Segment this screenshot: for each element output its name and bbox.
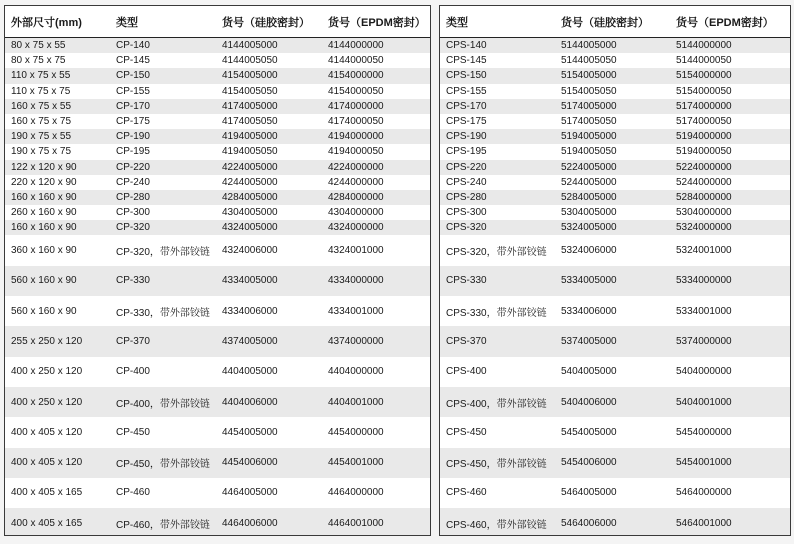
right-table-panel bbox=[439, 5, 791, 536]
table-cell: CP-400 bbox=[116, 366, 150, 378]
table-cell: 5454005000 bbox=[561, 426, 617, 438]
table-row bbox=[5, 175, 430, 190]
table-cell: 4174000000 bbox=[322, 99, 430, 114]
table-cell: 5194000050 bbox=[676, 146, 732, 158]
table-cell: CPS-320 bbox=[440, 220, 555, 235]
table-row bbox=[440, 326, 790, 356]
table-cell: CPS-460，带外部铰链 bbox=[440, 508, 555, 536]
table-row bbox=[440, 387, 790, 417]
table-cell: 4284005000 bbox=[216, 190, 322, 205]
table-row bbox=[5, 99, 430, 114]
table-cell: 5324005000 bbox=[555, 220, 670, 235]
table-cell: 4154000000 bbox=[322, 68, 430, 83]
header-dimensions: 外部尺寸(mm) bbox=[5, 6, 110, 38]
table-cell: 4404005000 bbox=[222, 366, 278, 378]
table-cell: 400 x 405 x 120 bbox=[5, 448, 110, 478]
table-cell: 4464001000 bbox=[322, 508, 430, 536]
table-cell: 4324001000 bbox=[328, 245, 384, 257]
table-cell: 5334005000 bbox=[555, 266, 670, 296]
table-cell: 560 x 160 x 90 bbox=[11, 305, 77, 317]
table-cell: 190 x 75 x 55 bbox=[5, 129, 110, 144]
table-cell: 4454001000 bbox=[322, 448, 430, 478]
table-row bbox=[440, 53, 790, 68]
table-cell: 400 x 250 x 120 bbox=[5, 387, 110, 417]
table-cell: 5454000000 bbox=[676, 426, 732, 438]
table-cell: 400 x 250 x 120 bbox=[11, 366, 83, 378]
table-row bbox=[5, 220, 430, 235]
table-cell: 4334001000 bbox=[328, 305, 384, 317]
table-cell: 4464006000 bbox=[216, 508, 322, 536]
table-cell: 4244005000 bbox=[222, 176, 278, 188]
table-cell: 5244000000 bbox=[676, 176, 732, 188]
table-cell: CPS-220 bbox=[440, 160, 555, 175]
table-cell: 4174005050 bbox=[222, 116, 278, 128]
table-cell: CP-175 bbox=[116, 116, 150, 128]
table-cell: 4304000000 bbox=[328, 207, 384, 219]
table-row bbox=[440, 235, 790, 265]
table-cell: 4154005050 bbox=[222, 85, 278, 97]
table-cell: CP-150 bbox=[110, 68, 216, 83]
table-cell: CP-220 bbox=[110, 160, 216, 175]
table-cell: 4284000000 bbox=[322, 190, 430, 205]
table-row bbox=[440, 175, 790, 190]
table-cell: 4374000000 bbox=[322, 326, 430, 356]
table-row bbox=[5, 448, 430, 478]
table-header-row bbox=[5, 6, 430, 38]
table-cell: 160 x 75 x 55 bbox=[5, 99, 110, 114]
table-cell: 400 x 405 x 165 bbox=[5, 508, 110, 536]
table-cell: CP-330 bbox=[110, 266, 216, 296]
table-cell: 4194005050 bbox=[222, 146, 278, 158]
table-cell: CPS-450，带外部铰链 bbox=[440, 448, 555, 478]
table-cell: 220 x 120 x 90 bbox=[11, 176, 77, 188]
table-row bbox=[440, 220, 790, 235]
table-cell: 5144000050 bbox=[676, 55, 732, 67]
table-row bbox=[440, 478, 790, 508]
table-cell: 5464005000 bbox=[561, 487, 617, 499]
table-cell: 80 x 75 x 55 bbox=[5, 38, 110, 54]
table-cell: 5284000000 bbox=[670, 190, 790, 205]
table-cell: CP-145 bbox=[116, 55, 150, 67]
table-cell: 160 x 160 x 90 bbox=[5, 220, 110, 235]
table-cell: 5194005000 bbox=[555, 129, 670, 144]
table-cell: 4304005000 bbox=[222, 207, 278, 219]
table-cell: CP-240 bbox=[116, 176, 150, 188]
table-cell: 4464000000 bbox=[328, 487, 384, 499]
table-cell: CP-320 bbox=[110, 220, 216, 235]
table-cell: 4404006000 bbox=[216, 387, 322, 417]
table-cell: 5324006000 bbox=[561, 245, 617, 257]
table-row bbox=[440, 417, 790, 447]
table-cell: 5404006000 bbox=[555, 387, 670, 417]
table-cell: 5334006000 bbox=[561, 305, 617, 317]
table-cell: 4144005000 bbox=[216, 38, 322, 54]
table-cell: 4194000000 bbox=[322, 129, 430, 144]
table-cell: CP-460，带外部铰链 bbox=[110, 508, 216, 536]
table-cell: 255 x 250 x 120 bbox=[5, 326, 110, 356]
table-cell: 5174005000 bbox=[555, 99, 670, 114]
table-cell: CP-190 bbox=[110, 129, 216, 144]
table-cell: 4464005000 bbox=[222, 487, 278, 499]
table-row bbox=[5, 129, 430, 144]
table-cell: CP-460 bbox=[116, 487, 150, 499]
table-header-row bbox=[440, 6, 790, 38]
table-cell: 5144005050 bbox=[561, 55, 617, 67]
table-cell: 5194000000 bbox=[670, 129, 790, 144]
table-cell: 4454005000 bbox=[222, 426, 278, 438]
table-cell: 110 x 75 x 75 bbox=[11, 85, 71, 97]
table-row bbox=[440, 68, 790, 83]
table-cell: 5244005000 bbox=[561, 176, 617, 188]
table-row bbox=[5, 38, 430, 54]
table-row bbox=[5, 417, 430, 447]
type-part-number-table bbox=[440, 6, 790, 536]
table-cell: 5464006000 bbox=[555, 508, 670, 536]
table-cell: 4174000050 bbox=[328, 116, 384, 128]
table-row bbox=[5, 190, 430, 205]
table-cell: CP-450 bbox=[116, 426, 150, 438]
table-row bbox=[5, 266, 430, 296]
table-cell: 5154000050 bbox=[676, 85, 732, 97]
table-cell: 160 x 160 x 90 bbox=[5, 190, 110, 205]
table-cell: 5154000000 bbox=[670, 68, 790, 83]
table-row bbox=[440, 99, 790, 114]
table-row bbox=[5, 68, 430, 83]
table-cell: 5324001000 bbox=[676, 245, 732, 257]
table-row bbox=[5, 53, 430, 68]
table-cell: 260 x 160 x 90 bbox=[11, 207, 77, 219]
table-cell: CPS-300 bbox=[446, 207, 487, 219]
table-cell: 4144000000 bbox=[322, 38, 430, 54]
table-row bbox=[5, 478, 430, 508]
table-row bbox=[440, 266, 790, 296]
table-cell: CPS-330 bbox=[440, 266, 555, 296]
table-cell: 4144000050 bbox=[328, 55, 384, 67]
table-cell: 5404005000 bbox=[561, 366, 617, 378]
table-cell: 4194000050 bbox=[328, 146, 384, 158]
table-cell: 4334000000 bbox=[322, 266, 430, 296]
table-cell: 5374000000 bbox=[670, 326, 790, 356]
table-cell: 4404000000 bbox=[328, 366, 384, 378]
table-cell: CPS-155 bbox=[446, 85, 487, 97]
table-cell: 110 x 75 x 55 bbox=[5, 68, 110, 83]
table-row bbox=[5, 326, 430, 356]
table-cell: 4324005000 bbox=[216, 220, 322, 235]
table-cell: CPS-320，带外部铰链 bbox=[446, 247, 547, 259]
table-row bbox=[5, 205, 430, 220]
table-cell: 160 x 75 x 75 bbox=[11, 116, 72, 128]
table-cell: 5304005000 bbox=[561, 207, 617, 219]
table-cell: 5334000000 bbox=[670, 266, 790, 296]
table-cell: 4154000050 bbox=[328, 85, 384, 97]
table-row bbox=[440, 508, 790, 536]
header-type: 类型 bbox=[110, 6, 216, 38]
table-cell: 4194005000 bbox=[216, 129, 322, 144]
table-cell: 4224000000 bbox=[322, 160, 430, 175]
table-cell: 4324006000 bbox=[222, 245, 278, 257]
header-part-number-silicone: 货号（硅胶密封） bbox=[216, 6, 322, 38]
table-cell: 5174000050 bbox=[676, 116, 732, 128]
table-cell: CP-450，带外部铰链 bbox=[110, 448, 216, 478]
table-cell: 4154005000 bbox=[216, 68, 322, 83]
left-table-panel bbox=[4, 5, 431, 536]
table-row bbox=[5, 84, 430, 99]
table-cell: CP-370 bbox=[110, 326, 216, 356]
table-row bbox=[440, 357, 790, 387]
table-cell: CP-300 bbox=[116, 207, 150, 219]
table-cell: CP-320，带外部铰链 bbox=[116, 247, 210, 259]
table-cell: 5194005050 bbox=[561, 146, 617, 158]
table-cell: CPS-175 bbox=[446, 116, 487, 128]
table-cell: 5464000000 bbox=[676, 487, 732, 499]
table-cell: 400 x 405 x 120 bbox=[11, 426, 83, 438]
table-row bbox=[5, 357, 430, 387]
table-cell: 5404000000 bbox=[676, 366, 732, 378]
table-row bbox=[440, 38, 790, 54]
table-cell: 5154005050 bbox=[561, 85, 617, 97]
table-row bbox=[440, 448, 790, 478]
table-cell: CP-280 bbox=[110, 190, 216, 205]
table-row bbox=[5, 508, 430, 536]
table-cell: 4224005000 bbox=[216, 160, 322, 175]
table-cell: 4244000000 bbox=[328, 176, 384, 188]
table-cell: CP-170 bbox=[110, 99, 216, 114]
header-part-number-silicone: 货号（硅胶密封） bbox=[555, 6, 670, 38]
table-cell: 190 x 75 x 75 bbox=[11, 146, 72, 158]
table-cell: 5304000000 bbox=[676, 207, 732, 219]
table-cell: 5174000000 bbox=[670, 99, 790, 114]
table-cell: CPS-190 bbox=[440, 129, 555, 144]
left-table-body bbox=[5, 38, 430, 537]
table-cell: 5374005000 bbox=[555, 326, 670, 356]
table-row bbox=[5, 114, 430, 129]
table-cell: CPS-460 bbox=[446, 487, 487, 499]
table-row bbox=[440, 144, 790, 159]
table-cell: CPS-400 bbox=[446, 366, 487, 378]
table-cell: CPS-400，带外部铰链 bbox=[440, 387, 555, 417]
table-cell: 5144000000 bbox=[670, 38, 790, 54]
table-cell: CPS-240 bbox=[446, 176, 487, 188]
table-cell: 5284005000 bbox=[555, 190, 670, 205]
table-cell: 4144005050 bbox=[222, 55, 278, 67]
table-cell: CP-330，带外部铰链 bbox=[116, 307, 210, 319]
header-type: 类型 bbox=[440, 6, 555, 38]
table-row bbox=[440, 129, 790, 144]
table-row bbox=[440, 160, 790, 175]
table-cell: 4454000000 bbox=[328, 426, 384, 438]
table-cell: 4454006000 bbox=[216, 448, 322, 478]
table-row bbox=[5, 296, 430, 326]
table-cell: 4404001000 bbox=[322, 387, 430, 417]
table-cell: 4334006000 bbox=[222, 305, 278, 317]
table-cell: CPS-145 bbox=[446, 55, 487, 67]
table-cell: 5454001000 bbox=[670, 448, 790, 478]
table-cell: 400 x 405 x 165 bbox=[11, 487, 83, 499]
table-row bbox=[440, 190, 790, 205]
table-row bbox=[5, 144, 430, 159]
table-cell: CP-155 bbox=[116, 85, 150, 97]
table-row bbox=[440, 205, 790, 220]
table-cell: 5224005000 bbox=[555, 160, 670, 175]
table-cell: CPS-140 bbox=[440, 38, 555, 54]
table-cell: CPS-280 bbox=[440, 190, 555, 205]
table-cell: 5154005000 bbox=[555, 68, 670, 83]
table-cell: 5454006000 bbox=[555, 448, 670, 478]
dimensions-part-number-table bbox=[5, 6, 430, 536]
table-cell: 5144005000 bbox=[555, 38, 670, 54]
table-cell: 5404001000 bbox=[670, 387, 790, 417]
table-cell: 5174005050 bbox=[561, 116, 617, 128]
table-row bbox=[440, 114, 790, 129]
table-cell: 5224000000 bbox=[670, 160, 790, 175]
table-cell: 360 x 160 x 90 bbox=[11, 245, 77, 257]
table-cell: CPS-450 bbox=[446, 426, 487, 438]
table-cell: 122 x 120 x 90 bbox=[5, 160, 110, 175]
table-cell: 4174005000 bbox=[216, 99, 322, 114]
table-cell: CP-195 bbox=[116, 146, 150, 158]
table-cell: CPS-330，带外部铰链 bbox=[446, 307, 547, 319]
table-row bbox=[5, 235, 430, 265]
table-cell: CPS-370 bbox=[440, 326, 555, 356]
table-cell: CP-400，带外部铰链 bbox=[110, 387, 216, 417]
table-cell: 5464001000 bbox=[670, 508, 790, 536]
table-cell: 4334005000 bbox=[216, 266, 322, 296]
table-cell: 4324000000 bbox=[322, 220, 430, 235]
table-row bbox=[5, 160, 430, 175]
right-table-body bbox=[440, 38, 790, 537]
table-cell: 80 x 75 x 75 bbox=[11, 55, 66, 67]
table-cell: 560 x 160 x 90 bbox=[5, 266, 110, 296]
table-cell: CP-140 bbox=[110, 38, 216, 54]
table-cell: 5324000000 bbox=[670, 220, 790, 235]
header-part-number-epdm: 货号（EPDM密封） bbox=[670, 6, 790, 38]
table-row bbox=[440, 296, 790, 326]
table-row bbox=[440, 84, 790, 99]
table-cell: CPS-150 bbox=[440, 68, 555, 83]
table-cell: 4374005000 bbox=[216, 326, 322, 356]
table-cell: CPS-195 bbox=[446, 146, 487, 158]
table-cell: CPS-170 bbox=[440, 99, 555, 114]
table-row bbox=[5, 387, 430, 417]
table-cell: 5334001000 bbox=[676, 305, 732, 317]
header-part-number-epdm: 货号（EPDM密封） bbox=[322, 6, 430, 38]
